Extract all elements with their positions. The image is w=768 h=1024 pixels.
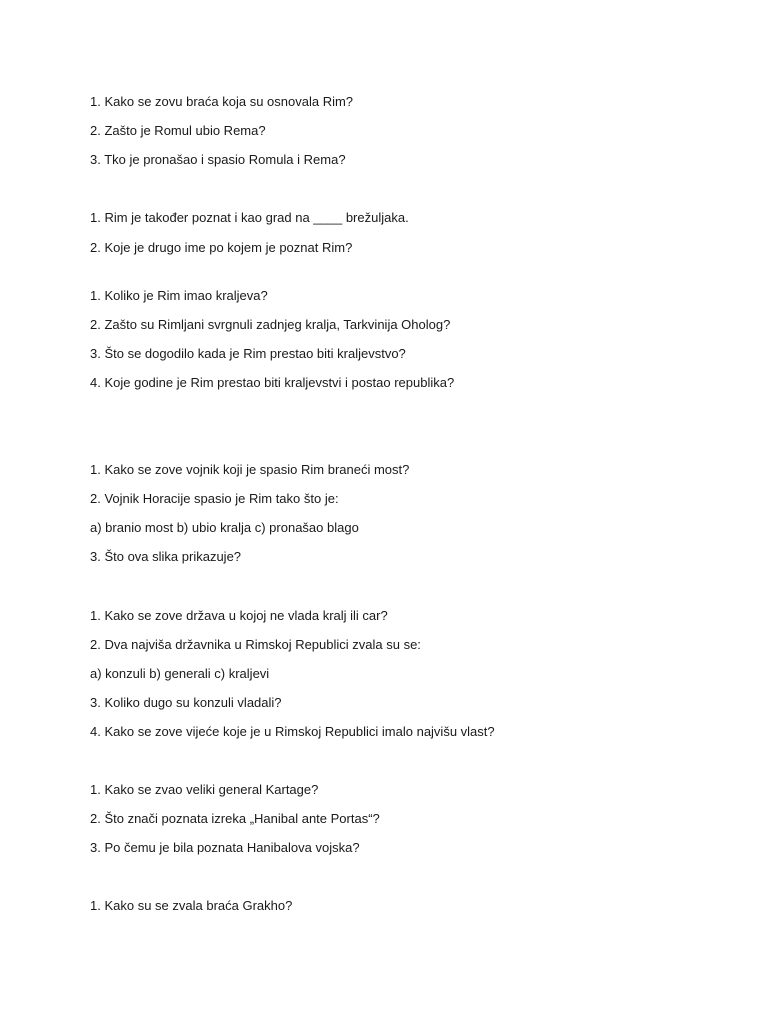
question-line: 1. Kako se zove država u kojoj ne vlada kralj ili car? (90, 608, 388, 623)
question-line: 2. Koje je drugo ime po kojem je poznat Rim? (90, 240, 353, 255)
question-line: 3. Što se dogodilo kada je Rim prestao biti kraljevstvo? (90, 346, 406, 361)
question-line: 4. Koje godine je Rim prestao biti kraljevstvi i postao republika? (90, 375, 455, 390)
answer-options-line: a) konzuli b) generali c) kraljevi (90, 666, 270, 681)
question-line: 1. Kako se zovu braća koja su osnovala Rim? (90, 94, 354, 109)
question-line: 3. Koliko dugo su konzuli vladali? (90, 695, 282, 710)
question-line: 1. Rim je također poznat i kao grad na ____ brežuljaka. (90, 210, 409, 225)
question-line: 1. Kako se zove vojnik koji je spasio Rim braneći most? (90, 462, 410, 477)
question-line: 1. Koliko je Rim imao kraljeva? (90, 288, 268, 303)
question-line: 3. Što ova slika prikazuje? (90, 549, 242, 564)
question-line: 2. Zašto je Romul ubio Rema? (90, 123, 266, 138)
answer-options-line: a) branio most b) ubio kralja c) pronašao blago (90, 520, 359, 535)
question-line: 3. Tko je pronašao i spasio Romula i Rema? (90, 152, 346, 167)
question-line: 1. Kako su se zvala braća Grakho? (90, 898, 293, 913)
question-line: 2. Dva najviša državnika u Rimskoj Republici zvala su se: (90, 637, 421, 652)
question-line: 2. Zašto su Rimljani svrgnuli zadnjeg kralja, Tarkvinija Oholog? (90, 317, 451, 332)
question-line: 1. Kako se zvao veliki general Kartage? (90, 782, 319, 797)
question-line: 2. Vojnik Horacije spasio je Rim tako što je: (90, 491, 339, 506)
question-line: 2. Što znači poznata izreka „Hanibal ante Portas“? (90, 811, 380, 826)
question-line: 4. Kako se zove vijeće koje je u Rimskoj Republici imalo najvišu vlast? (90, 724, 495, 739)
question-line: 3. Po čemu je bila poznata Hanibalova vojska? (90, 840, 360, 855)
